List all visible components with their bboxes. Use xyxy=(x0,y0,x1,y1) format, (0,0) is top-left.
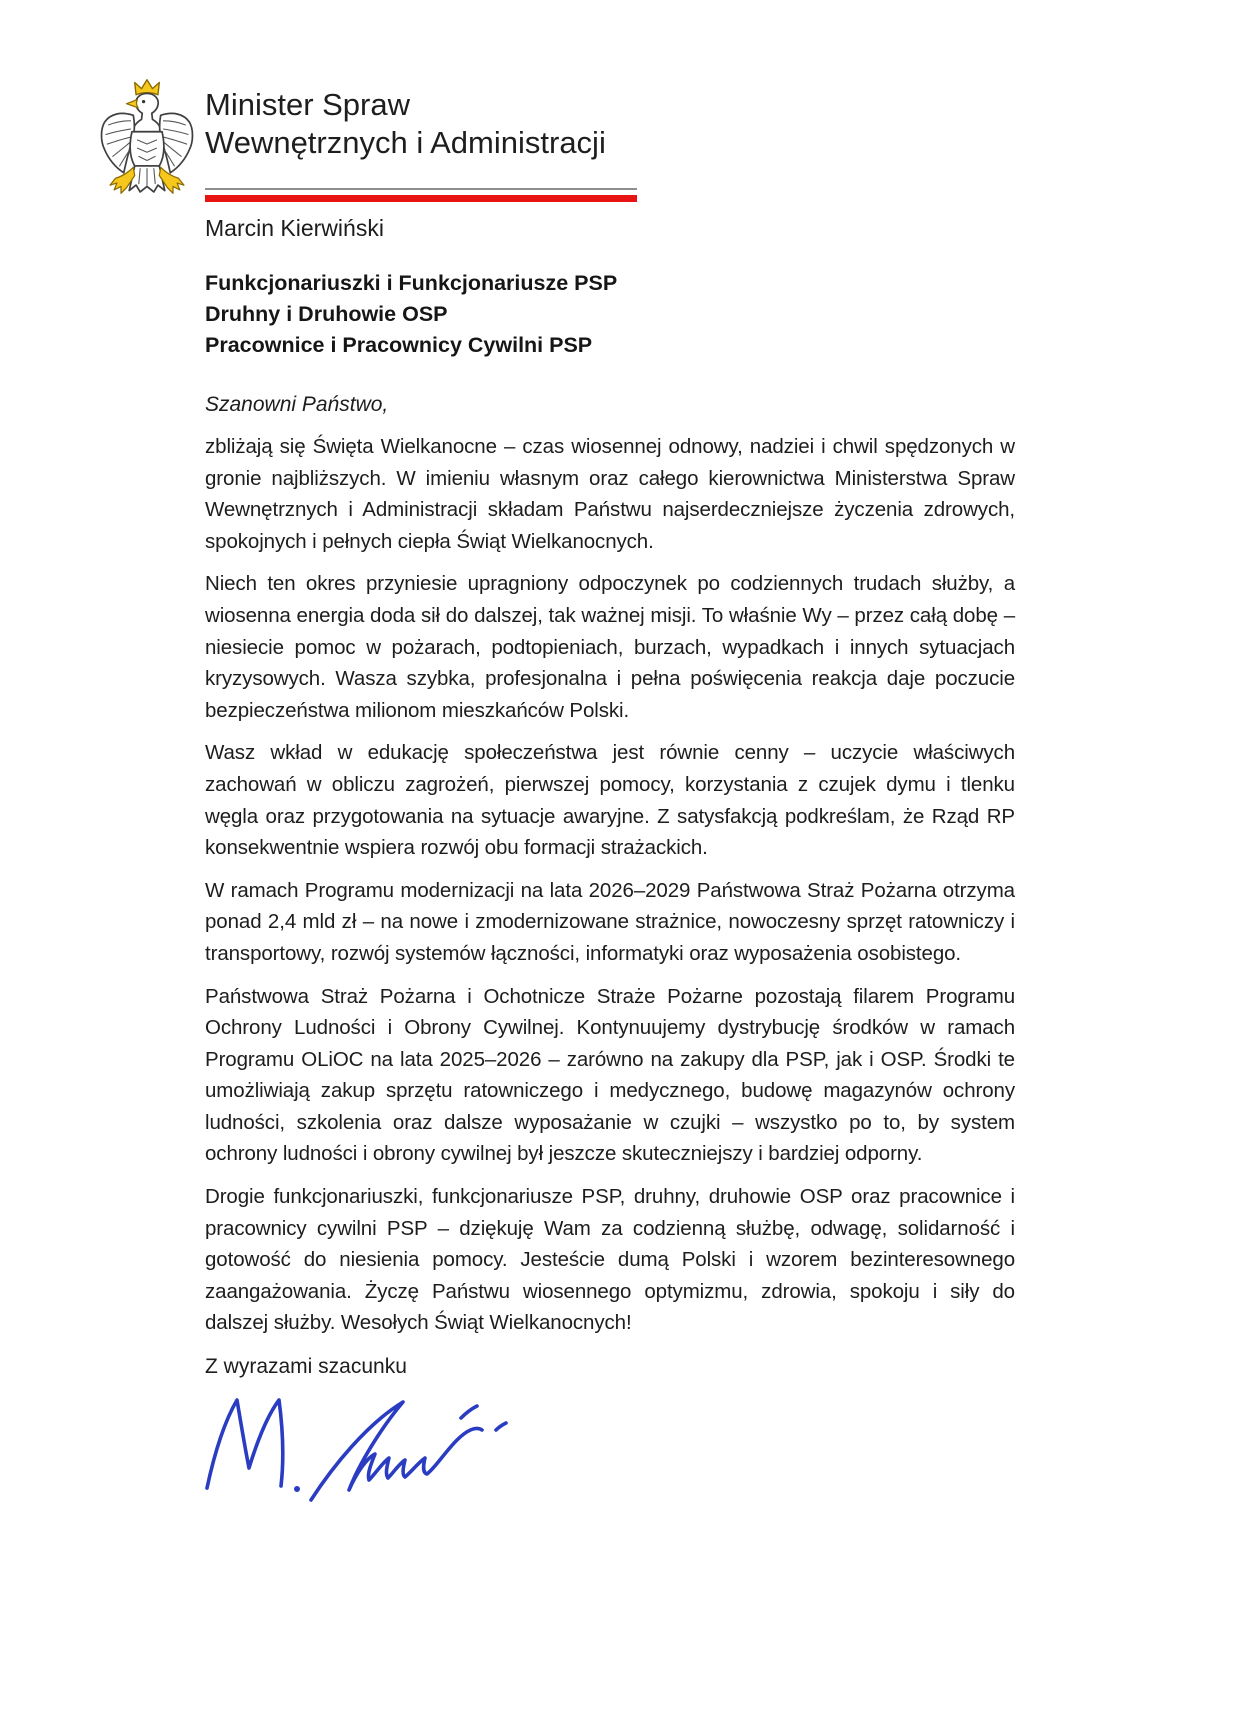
addressee-line: Funkcjonariuszki i Funkcjonariusze PSP xyxy=(205,271,618,295)
letter-body xyxy=(205,0,1015,1503)
closing-formula: Z wyrazami szacunku xyxy=(205,1355,407,1379)
salutation: Szanowni Państwo, xyxy=(205,393,389,416)
addressee-line: Pracownice i Pracownicy Cywilni PSP xyxy=(205,333,593,357)
paragraph-1: zbliżają się Święta Wielkanocne – czas wiosennej odnowy, nadziei i chwil spędzonych w gronie najbliższych. W imieniu własnym oraz całego kierownictwa Ministerstwa Spraw Wewnętrznych i Administracji składam Państwu najserdeczniejsze życzenia zdrowych, spokojnych i pełnych ciepła Świąt Wielkanocnych. xyxy=(205,435,1015,553)
page-title xyxy=(205,86,1015,162)
header-divider xyxy=(205,188,637,202)
handwritten-signature xyxy=(199,1388,519,1503)
divider-red-line xyxy=(205,195,637,202)
polish-eagle-emblem-icon xyxy=(99,77,195,207)
paragraph-4: W ramach Programu modernizacji na lata 2026–2029 Państwowa Straż Pożarna otrzyma ponad 2,4 mld zł – na nowe i zmodernizowane strażnice, nowoczesny sprzęt ratowniczy i transportowy, rozwój systemów łączności, informatyki oraz wyposażenia osobistego. xyxy=(205,878,1015,965)
addressee-block xyxy=(205,268,1015,361)
addressee-line: Druhny i Druhowie OSP xyxy=(205,302,448,326)
title-line-1: Minister Spraw xyxy=(205,87,410,122)
paragraph-3: Wasz wkład w edukację społeczeństwa jest równie cenny – uczycie właściwych zachowań w obliczu zagrożeń, pierwszej pomocy, korzystania z czujek dymu i tlenku węgla oraz przygotowania na sytuacje awaryjne. Z satysfakcją podkreślam, że Rząd RP konsekwentnie wspiera rozwój obu formacji strażackich. xyxy=(205,741,1015,860)
minister-name: Marcin Kierwiński xyxy=(205,215,384,241)
paragraph-6: Drogie funkcjonariuszki, funkcjonariusze PSP, druhny, druhowie OSP oraz pracownice i pracownicy cywilni PSP – dziękuję Wam za codzienną służbę, odwagę, solidarność i gotowość do niesienia pomocy. Jesteście dumą Polski i wzorem bezinteresownego zaangażowania. Życzę Państwu wiosennego optymizmu, zdrowia, spokoju i siły do dalszej służby. Wesołych Świąt Wielkanocnych! xyxy=(205,1185,1015,1335)
letterhead xyxy=(205,86,1015,242)
title-line-2: Wewnętrznych i Administracji xyxy=(205,125,606,160)
paragraph-2: Niech ten okres przyniesie upragniony odpoczynek po codziennych trudach służby, a wiosenna energia doda sił do dalszej, tak ważnej misji. To właśnie Wy – przez całą dobę – niesiecie pomoc w pożarach, podtopieniach, burzach, wypadkach i innych sytuacjach kryzysowych. Wasza szybka, profesjonalna i pełna poświęcenia reakcja daje poczucie bezpieczeństwa milionom mieszkańców Polski. xyxy=(205,572,1015,722)
paragraph-5: Państwowa Straż Pożarna i Ochotnicze Straże Pożarne pozostają filarem Programu Ochrony Ludności i Obrony Cywilnej. Kontynuujemy dystrybucję środków w ramach Programu OLiOC na lata 2025–2026 – zarówno na zakupy dla PSP, jak i OSP. Środki te umożliwiają zakup sprzętu ratowniczego i medycznego, budowę magazynów ochrony ludności, szkolenia oraz dalsze wyposażanie w czujki – wszystko po to, by system ochrony ludności i obrony cywilnej był jeszcze skuteczniejszy i bardziej odporny. xyxy=(205,984,1015,1166)
divider-gray-line xyxy=(205,188,637,190)
